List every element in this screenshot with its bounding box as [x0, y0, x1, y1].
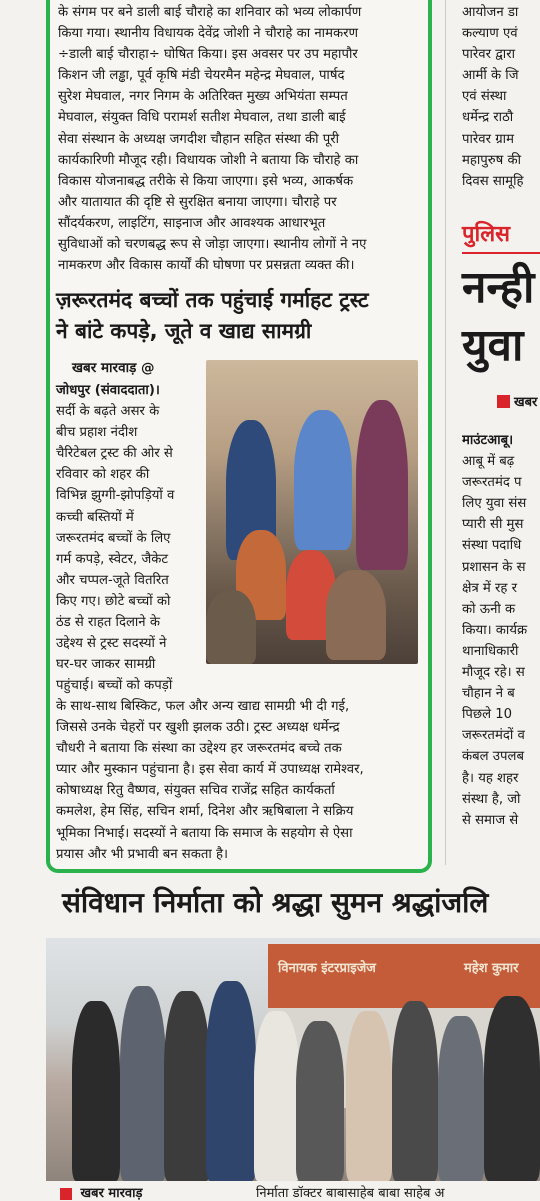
bottom-caption: निर्माता डॉक्टर बाबासाहेब बाबा साहेब अ — [256, 1186, 445, 1201]
person — [346, 1011, 392, 1181]
bottom-byline-text: खबर मारवाड़ — [80, 1186, 143, 1201]
top-article-body: के संगम पर बने डाली बाई चौराहे का शनिवार को भव्य लोकार्पण किया गया। स्थानीय विधायक देवेंद्र जोशी ने चौराहे का नामकरण ÷डाली बाई चौराहा÷ घोषित किया। इस अवसर पर उप महापौर किशन जी लड्ढा, पूर्व कृषि मंडी चेयरमैन महेन्द्र मेघवाल, पार्षद सुरेश मेघवाल, नगर निगम के अतिरिक्त मुख्य अभियंता सम्पत मेघवाल, संयुक्त विधि परामर्श सतीश मेघवाल, तथा डाली बाई सेवा संस्थान के अध्यक्ष जगदीश चौहान सहित संस्था की पूरी कार्यकारिणी मौजूद रही। विधायक जोशी ने बताया कि चौराहे का विकास योजनाबद्ध तरीके से किया जाएगा। इसे भव्य, आकर्षक और यातायात की दृष्टि से सुरक्षित बनाया जाएगा। चौराहे पर सौंदर्यकरण, लाइटिंग, साइनाज और आवश्यक आधारभूत सुविधाओं को चरणबद्ध रूप से जोड़ा जाएगा। स्थानीय लोगों ने नए नामकरण और विकास कार्यों की घोषणा पर प्रसन्नता व्यक्त की। — [58, 5, 367, 274]
person — [296, 1021, 344, 1181]
right-headline-2: युवा — [462, 320, 524, 371]
person — [206, 981, 256, 1181]
bottom-photo — [46, 938, 540, 1181]
shop-sign-2: महेश कुमार — [464, 961, 519, 976]
person — [484, 996, 540, 1181]
right-byline: खबर — [514, 395, 538, 410]
bottom-byline — [60, 1183, 142, 1201]
byline-text: खबर मारवाड़ @ — [72, 360, 155, 376]
person — [438, 1016, 484, 1181]
bottom-headline: संविधान निर्माता को श्रद्धा सुमन श्रद्धांजलि — [62, 886, 489, 919]
person — [254, 1011, 300, 1181]
shop-sign-1: विनायक इंटरप्राइजेज — [278, 961, 376, 976]
section-rule — [462, 252, 540, 254]
right-column-top: आयोजन डा कल्याण एवं पारेवर द्वारा आर्मी के जि एवं संस्था धर्मेन्द्र राठौ पारेवर ग्राम महापुरुष की दिवस सामूहि — [462, 5, 524, 189]
right-headline-1: नन्ही — [462, 262, 535, 313]
article-headline: ज़रूरतमंद बच्चों तक पहुंचाई गर्माहट ट्रस्ट ने बांटे कपड़े, जूते व खाद्य सामग्री — [56, 288, 369, 343]
column-divider — [445, 0, 446, 865]
person — [164, 991, 210, 1181]
person — [120, 986, 166, 1181]
article-photo — [206, 360, 418, 664]
byline-marker — [497, 395, 510, 408]
article2-body-wide: के साथ-साथ बिस्किट, फल और अन्य खाद्य सामग्री भी दी गई, जिससे उनके चेहरों पर खुशी झलक उठी। ट्रस्ट अध्यक्ष धर्मेन्द्र चौधरी ने बताया कि संस्था का उद्देश्य हर जरूरतमंद बच्चे तक प्यार और मुस्कान पहुंचाना है। इस सेवा कार्य में उपाध्यक्ष रामेश्वर, कोषाध्यक्ष रितु वैष्णव, संयुक्त सचिव राजेंद्र सहित कार्यकर्ता कमलेश, हेम सिंह, सचिन शर्मा, दिनेश और ऋषिबाला ने सक्रिय भूमिका निभाई। सदस्यों ने बताया कि समाज के सहयोग से ऐसा प्रयास और भी प्रभावी बन सकता है। — [56, 699, 364, 862]
section-label: पुलिस — [462, 222, 510, 247]
person — [72, 1001, 120, 1181]
article2-body-narrow: जोधपुर (संवाददाता)। सर्दी के बढ़ते असर के बीच प्रहाश नंदीश चैरिटेबल ट्रस्ट की ओर से रविवार को शहर की विभिन्न झुग्गी-झोपड़ियों व कच्ची बस्तियों में जरूरतमंद बच्चों के लिए गर्म कपड़े, स्वेटर, जैकेट और चप्पल-जूते वितरित किए गए। छोटे बच्चों को ठंड से राहत दिलाने के उद्देश्य से ट्रस्ट सदस्यों ने घर-घर जाकर सामग्री पहुंचाई। बच्चों को कपड़ों — [56, 383, 175, 694]
byline-marker — [60, 1188, 72, 1200]
right-column-body: माउंटआबू। आबू में बढ़ जरूरतमंद प लिए युवा संस प्यारी सी मुस संस्था पदाधि प्रशासन के स क्षेत्र में रह र को ऊनी क किया। कार्यक्र थानाधिकारी मौजूद रहे। स चौहान ने ब पिछले 10 जरूरतमंदों व कंबल उपलब है। यह शहर संस्था है, जो से समाज से — [462, 433, 528, 828]
person — [392, 1001, 438, 1181]
byline — [72, 358, 155, 376]
